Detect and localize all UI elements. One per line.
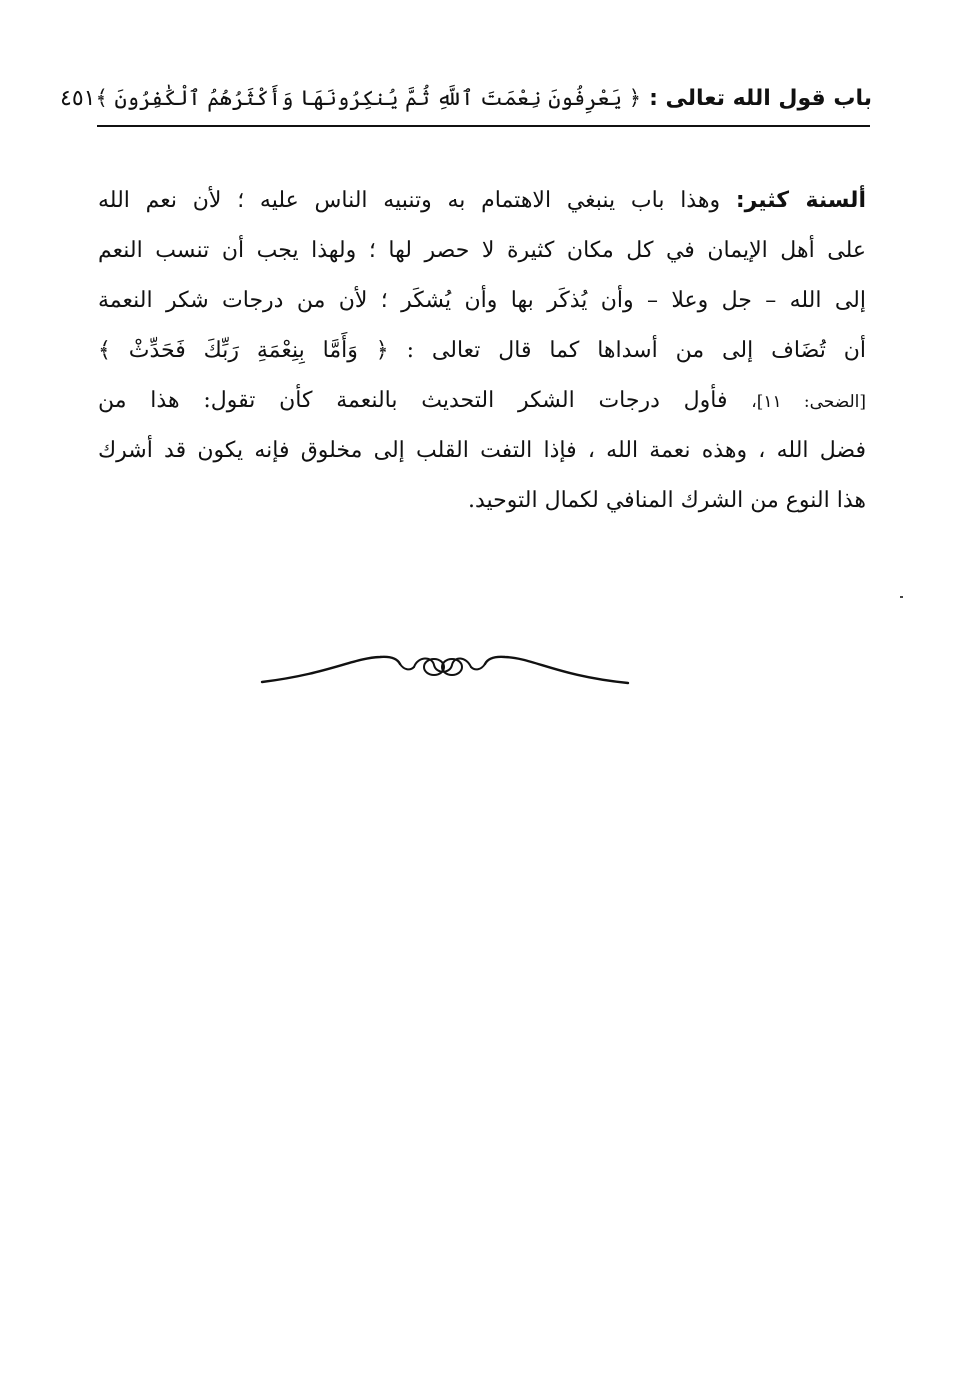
ornamental-divider [258,640,632,700]
highlighted-term: ألسنة كثير: [735,188,866,213]
body-line-2: على أهل الإيمان في كل مكان كثيرة لا حصر لها ؛ ولهذا يجب أن تنسب النعم [98,238,866,263]
body-line-5 [98,376,866,426]
body-line-1 [98,176,866,226]
verse-reference: [الضحى: ١١]، [751,392,866,412]
body-line-4 [98,326,866,376]
body-text [98,176,866,526]
running-header [60,78,872,118]
header-rule [97,125,870,127]
body-line-5-text: فأول درجات الشكر التحديث بالنعمة كأن تقول: هذا من [98,388,728,413]
body-line-1-text: وهذا باب ينبغي الاهتمام به وتنبيه الناس عليه ؛ لأن نعم الله [98,188,721,213]
body-line-4-text: أن تُضَاف إلى من أسداها كما قال تعالى : [406,338,866,363]
header-title [95,86,872,111]
quran-verse: ﴿ وَأَمَّا بِنِعْمَةِ رَبِّكَ فَحَدِّثْ ﴾ [98,338,389,363]
chapter-title: باب قول الله تعالى : [649,85,872,111]
scan-speck [900,596,903,598]
body-line-7: هذا النوع من الشرك المنافي لكمال التوحيد. [468,488,866,513]
page-number: ٤٥١ [60,85,96,111]
header-verse: ﴿ يَعْرِفُونَ نِعْمَتَ ٱللَّهِ ثُمَّ يُنكِرُونَهَا وَأَكْثَرُهُمُ ٱلْكَٰفِرُونَ ﴾ [95,86,642,110]
body-line-6: فضل الله ، وهذه نعمة الله ، فإذا التفت القلب إلى مخلوق فإنه يكون قد أشرك [98,438,866,463]
body-line-3: إلى الله – جل وعلا – وأن يُذكَر بها وأن يُشكَر ؛ لأن من درجات شكر النعمة [98,288,866,313]
